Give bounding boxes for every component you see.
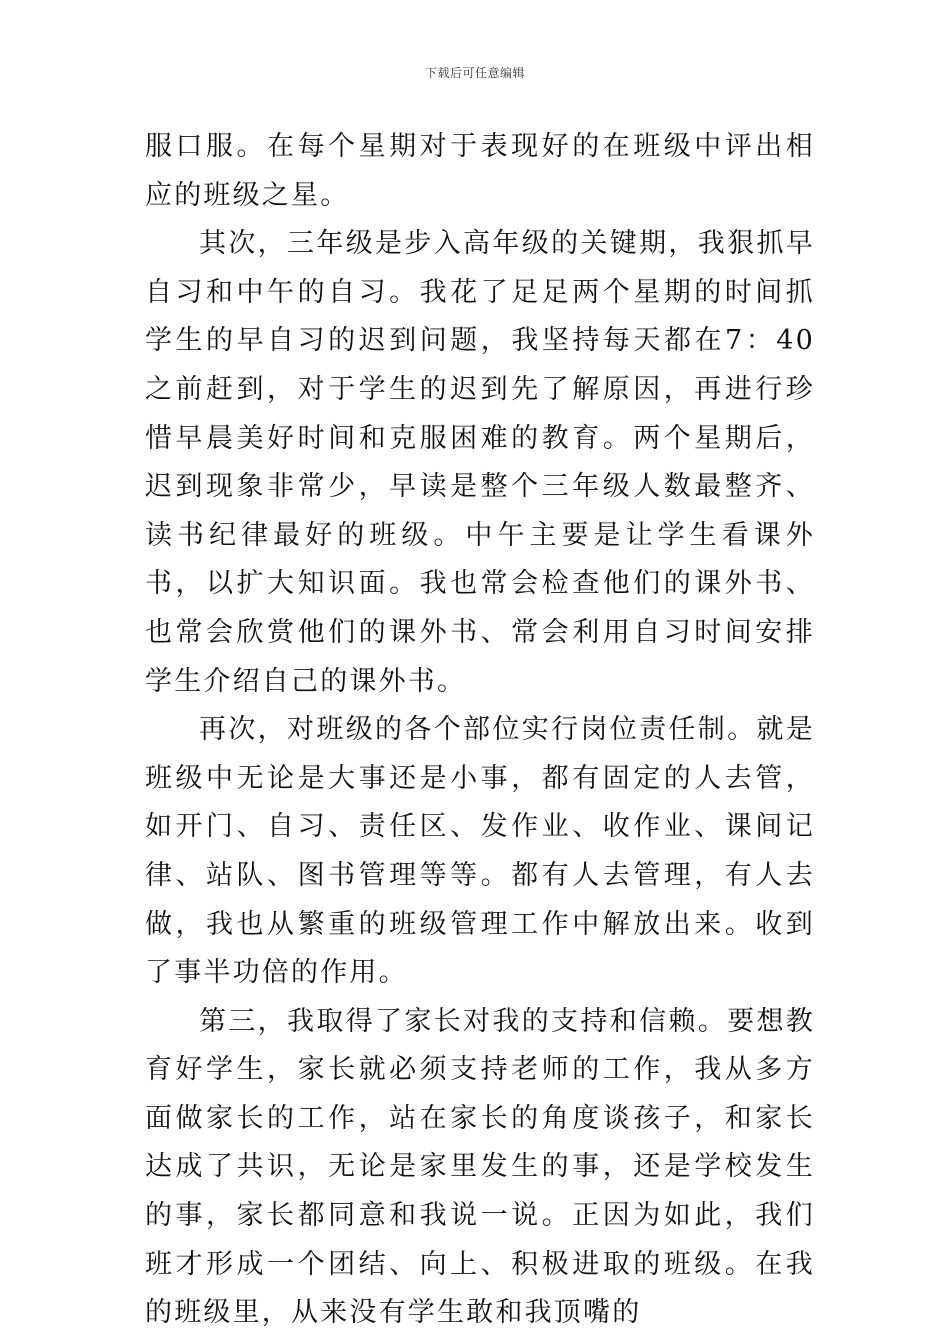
- paragraph: 其次，三年级是步入高年级的关键期，我狠抓早自习和中午的自习。我花了足足两个星期的时间抓学生的早自习的迟到问题，我坚持每天都在7：40之前赶到，对于学生的迟到先了解原因，再进行珍惜早晨美好时间和克服困难的教育。两个星期后，迟到现象非常少，早读是整个三年级人数最整齐、读书纪律最好的班级。中午主要是让学生看课外书，以扩大知识面。我也常会检查他们的课外书、也常会欣赏他们的课外书、常会利用自习时间安排学生介绍自己的课外书。: [145, 228, 815, 697]
- paragraph: 第三，我取得了家长对我的支持和信赖。要想教育好学生，家长就必须支持老师的工作，我从多方面做家长的工作，站在家长的角度谈孩子，和家长达成了共识，无论是家里发生的事，还是学校发生的事，家长都同意和我说一说。正因为如此，我们班才形成一个团结、向上、积极进取的班级。在我的班级里，从来没有学生敢和我顶嘴的: [145, 1005, 815, 1329]
- document-body: [145, 123, 815, 1338]
- paragraph: 再次，对班级的各个部位实行岗位责任制。就是班级中无论是大事还是小事，都有固定的人去管，如开门、自习、责任区、发作业、收作业、课间记律、站队、图书管理等等。都有人去管理，有人去做，我也从繁重的班级管理工作中解放出来。收到了事半功倍的作用。: [145, 714, 815, 989]
- paragraph: 服口服。在每个星期对于表现好的在班级中评出相应的班级之星。: [145, 131, 815, 211]
- page-header: 下载后可任意编辑: [424, 66, 525, 80]
